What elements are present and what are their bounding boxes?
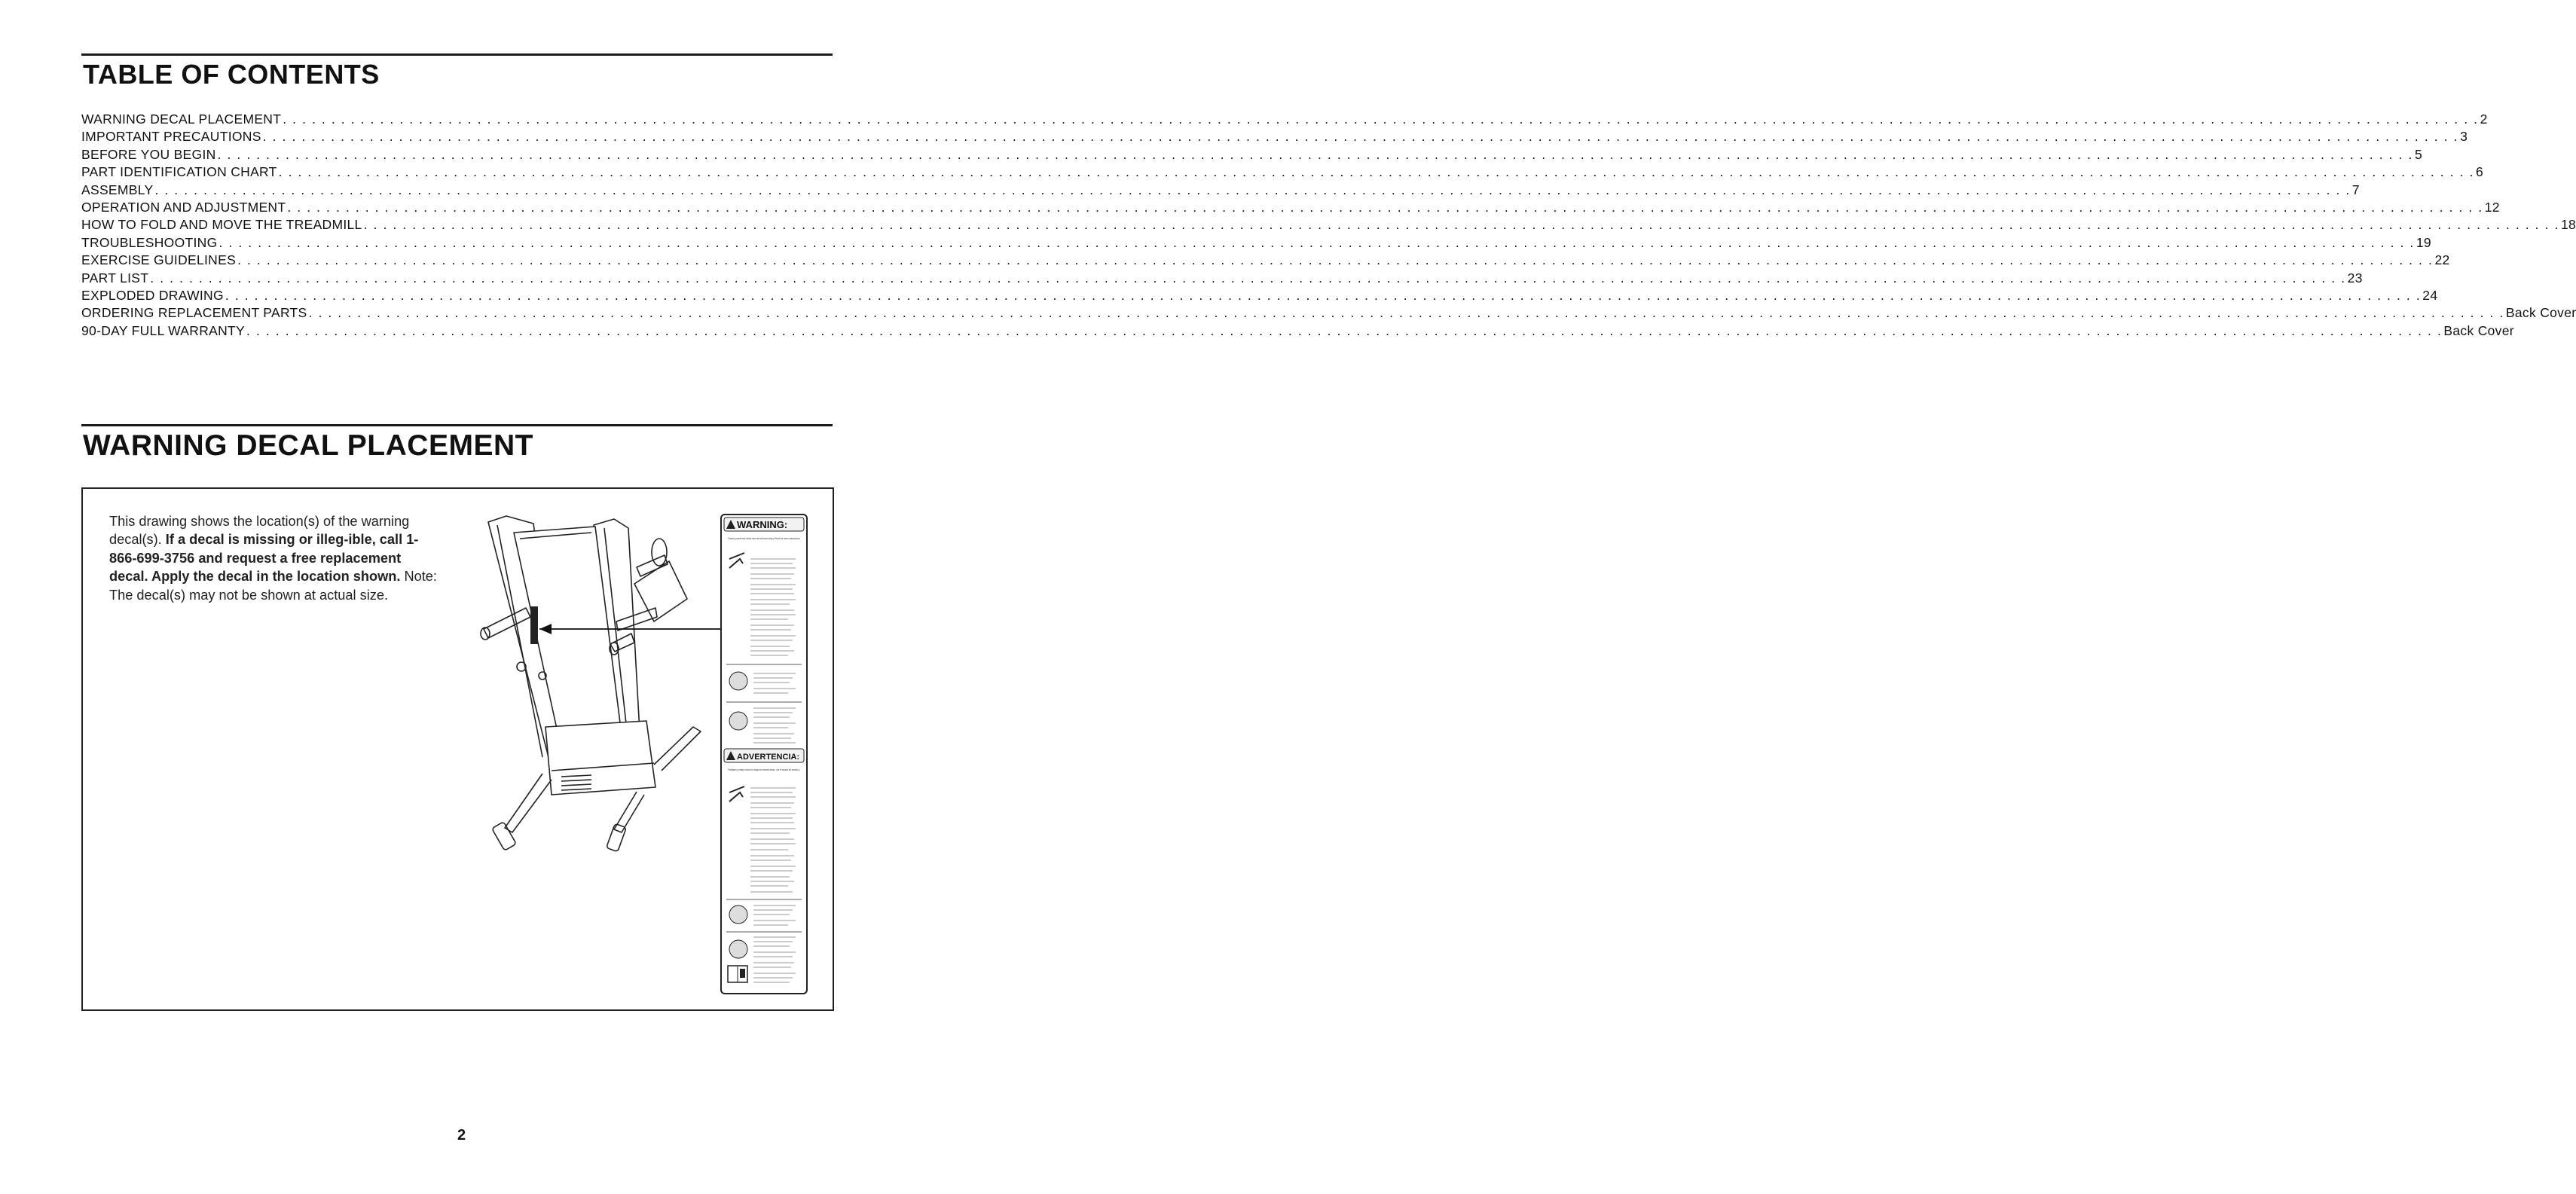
toc-entry [81,287,2438,305]
decal-warning-intro: Protect yourself and others from risk of serious injury. Read the user's manual and: [728,536,800,540]
toc-entry-label: ASSEMBLY [81,182,154,197]
toc-entry [81,111,2488,129]
toc-entry [81,164,2484,182]
toc-entry-page: 3 [2460,129,2468,145]
toc-leader-dots [237,252,2433,268]
decal-advertencia-header: ADVERTENCIA: [737,753,800,762]
toc-leader-dots [218,147,2413,163]
toc-entry-page: 24 [2422,287,2438,303]
toc-leader-dots [287,200,2483,215]
warning-top-rule [81,424,833,426]
toc-entry-label: BEFORE YOU BEGIN [81,146,216,162]
toc-leader-dots [150,270,2345,286]
toc-entry-label: HOW TO FOLD AND MOVE THE TREADMILL [81,217,362,233]
toc-entry-page: 12 [2484,199,2500,215]
toc-entry-label: WARNING DECAL PLACEMENT [81,111,282,127]
toc-entry-label: IMPORTANT PRECAUTIONS [81,129,261,145]
toc-entry [81,252,2450,270]
toc-entry [81,217,2576,234]
toc-entry [81,146,2422,164]
toc-entry-page: 22 [2434,252,2450,268]
toc-leader-dots [263,129,2458,145]
decal-warning-header: WARNING: [737,519,788,530]
toc-entry-label: PART LIST [81,270,149,286]
intro-bold-text: If a decal is missing or illeg-ible, call 1-866-699-3756 and request a free replacement decal. Apply the decal in the location shown. [109,532,419,585]
toc-entry-page: Back Cover [2505,305,2576,321]
toc-leader-dots [364,217,2559,233]
toc-top-rule [81,53,833,56]
decal-advertencia-intro: Protéjase y proteja a otros de riesgo de lesiones serias. Lea el manual del usuario y: [728,768,800,771]
toc-entry [81,322,2514,340]
toc-entry [81,129,2468,146]
toc-entry-page: 5 [2414,146,2422,162]
page-number: 2 [457,1127,466,1144]
toc-entry-page: 19 [2416,234,2431,250]
toc-entry-label: TROUBLESHOOTING [81,234,218,250]
toc-leader-dots [279,164,2474,180]
toc-entry-label: 90-DAY FULL WARRANTY [81,322,246,338]
toc-heading: TABLE OF CONTENTS [83,59,380,90]
toc-entry-page: 6 [2476,164,2484,180]
toc-entry-label: EXPLODED DRAWING [81,287,224,303]
toc-entry-label: OPERATION AND ADJUSTMENT [81,199,286,215]
treadmill-illustration [467,508,727,863]
toc-entry [81,199,2500,217]
warning-heading: WARNING DECAL PLACEMENT [83,429,533,462]
intro-text-1: This drawing shows the location(s) of the warning decal(s). [109,514,410,548]
toc-leader-dots [283,111,2478,127]
warning-decal [720,514,808,994]
toc-leader-dots [225,288,2421,304]
toc-entry [81,182,2360,200]
toc-leader-dots [309,305,2504,321]
toc-leader-dots [154,182,2350,198]
toc-entry-label: PART IDENTIFICATION CHART [81,164,277,180]
toc-list [81,111,2576,340]
toc-entry-page: 18 [2560,217,2576,233]
decal-instructions [109,512,441,604]
intro-text-2: Note: The decal(s) may not be shown at actual size. [109,569,437,603]
toc-entry-page: 7 [2351,182,2360,197]
toc-entry [81,270,2363,288]
toc-entry-label: EXERCISE GUIDELINES [81,252,237,268]
toc-entry [81,234,2431,252]
toc-entry-page: 2 [2480,111,2488,127]
toc-entry [81,305,2576,322]
toc-entry-label: ORDERING REPLACEMENT PARTS [81,305,307,321]
toc-leader-dots [246,323,2442,339]
toc-entry-page: 23 [2347,270,2363,286]
toc-leader-dots [219,235,2415,251]
toc-entry-page: Back Cover [2443,322,2514,338]
